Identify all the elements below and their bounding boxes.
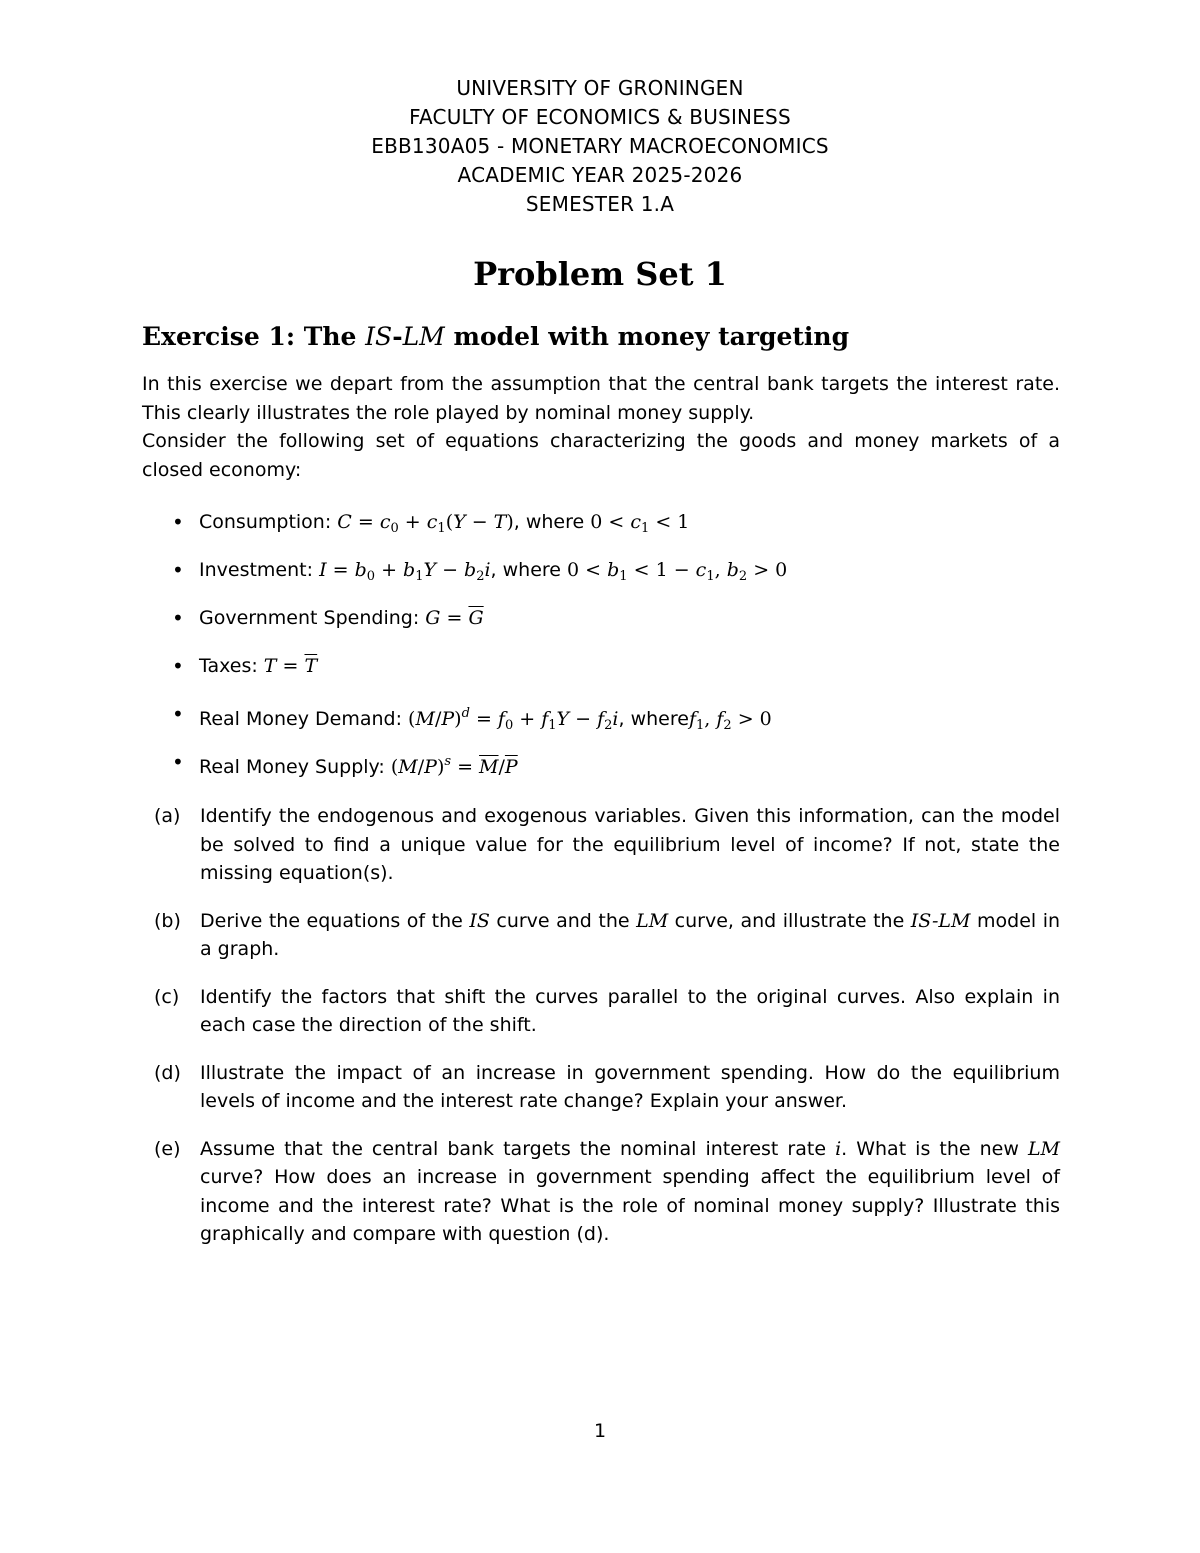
- exercise-heading: [142, 322, 1062, 351]
- equation-investment: • Investment: $I = b_0 + b_1Y - b_2i$, where $0 < b_1 < 1 - c_1$, $b_2 > 0$: [172, 553, 1052, 601]
- exercise-dash: -: [392, 322, 403, 351]
- intro-paragraph-2: Consider the following set of equations characterizing the goods and money markets of a closed economy:: [142, 430, 1060, 481]
- exercise-prefix: Exercise 1: The: [142, 322, 366, 351]
- investment-condition: $0 < b_1 < 1 - c_1$, $b_2 > 0$: [567, 559, 788, 584]
- university-name: UNIVERSITY OF GRONINGEN: [456, 76, 744, 100]
- question-e: (e) Assume that the central bank targets the nominal interest rate i. What is the new LM curve? How does an increase in government spending affect the equilibrium level of income and the interest rate? What is the role of nominal money supply? Illustrate this graphically and compare with question (d).: [150, 1135, 1060, 1249]
- consumption-formula: $C = c_0 + c_1(Y - T)$: [337, 511, 514, 536]
- question-label: (a): [154, 805, 181, 827]
- consumption-condition: $0 < c_1 < 1$: [590, 511, 690, 536]
- page-number: 1: [593, 1420, 607, 1442]
- money-supply-formula: $(M/P)^s = \overline{M}/\overline{P}$: [390, 754, 518, 778]
- question-c: [150, 983, 1060, 1040]
- intro-paragraph-1: In this exercise we depart from the assumption that the central bank targets the interest rate. This clearly illustrates the role played by nominal money supply.: [142, 373, 1060, 424]
- taxes-formula: $T = \overline{T}$: [263, 655, 318, 677]
- question-d: [150, 1059, 1060, 1116]
- question-b: (b) Derive the equations of the IS curve and the LM curve, and illustrate the IS-LM model in a graph.: [150, 907, 1060, 964]
- exercise-lm: LM: [402, 322, 445, 351]
- exercise-is: IS: [365, 322, 393, 351]
- equation-money-supply: • Real Money Supply: $(M/P)^s = \overline{M}/\overline{P}$: [172, 745, 1052, 793]
- question-text: Identify the factors that shift the curves parallel to the original curves. Also explain in each case the direction of the shift.: [200, 985, 1060, 1036]
- academic-year: ACADEMIC YEAR 2025-2026: [457, 163, 743, 187]
- intro-text: [142, 370, 1060, 484]
- question-a: [150, 802, 1060, 888]
- document-header: [0, 74, 1200, 219]
- question-label: (e): [154, 1137, 181, 1160]
- equation-money-demand: • Real Money Demand: $(M/P)^d = f_0 + f_1Y - f_2i$, wheref$_1$, $f_2 > 0$: [172, 697, 1052, 745]
- question-label: (b): [154, 909, 181, 932]
- question-text: Illustrate the impact of an increase in government spending. How do the equilibrium levels of income and the interest rate change? Explain your answer.: [200, 1061, 1060, 1112]
- equation-government: • Government Spending: $G = \overline{G}$: [172, 601, 1052, 649]
- question-label: (d): [154, 1061, 181, 1084]
- course-name: EBB130A05 - MONETARY MACROECONOMICS: [371, 134, 829, 158]
- question-label: (c): [154, 985, 180, 1008]
- money-demand-formula: $(M/P)^d = f_0 + f_1Y - f_2i$: [408, 706, 619, 733]
- page-title: Problem Set 1: [473, 255, 727, 293]
- equation-taxes: • Taxes: $T = \overline{T}$: [172, 649, 1052, 697]
- equation-consumption: • Consumption: $C = c_0 + c_1(Y - T)$, where $0 < c_1 < 1$: [172, 505, 1052, 553]
- investment-formula: $I = b_0 + b_1Y - b_2i$: [319, 559, 491, 584]
- equation-list: [172, 505, 1052, 793]
- exercise-suffix: model with money targeting: [444, 322, 850, 351]
- government-formula: $G = \overline{G}$: [425, 607, 484, 629]
- question-text: Identify the endogenous and exogenous variables. Given this information, can the model be solved to find a unique value for the equilibrium level of income? If not, state the missing equation(s).: [200, 805, 1060, 884]
- faculty-name: FACULTY OF ECONOMICS & BUSINESS: [409, 105, 791, 129]
- semester: SEMESTER 1.A: [525, 192, 675, 216]
- question-list: [150, 802, 1060, 1268]
- money-demand-condition: $f_1$, $f_2 > 0$: [688, 708, 772, 733]
